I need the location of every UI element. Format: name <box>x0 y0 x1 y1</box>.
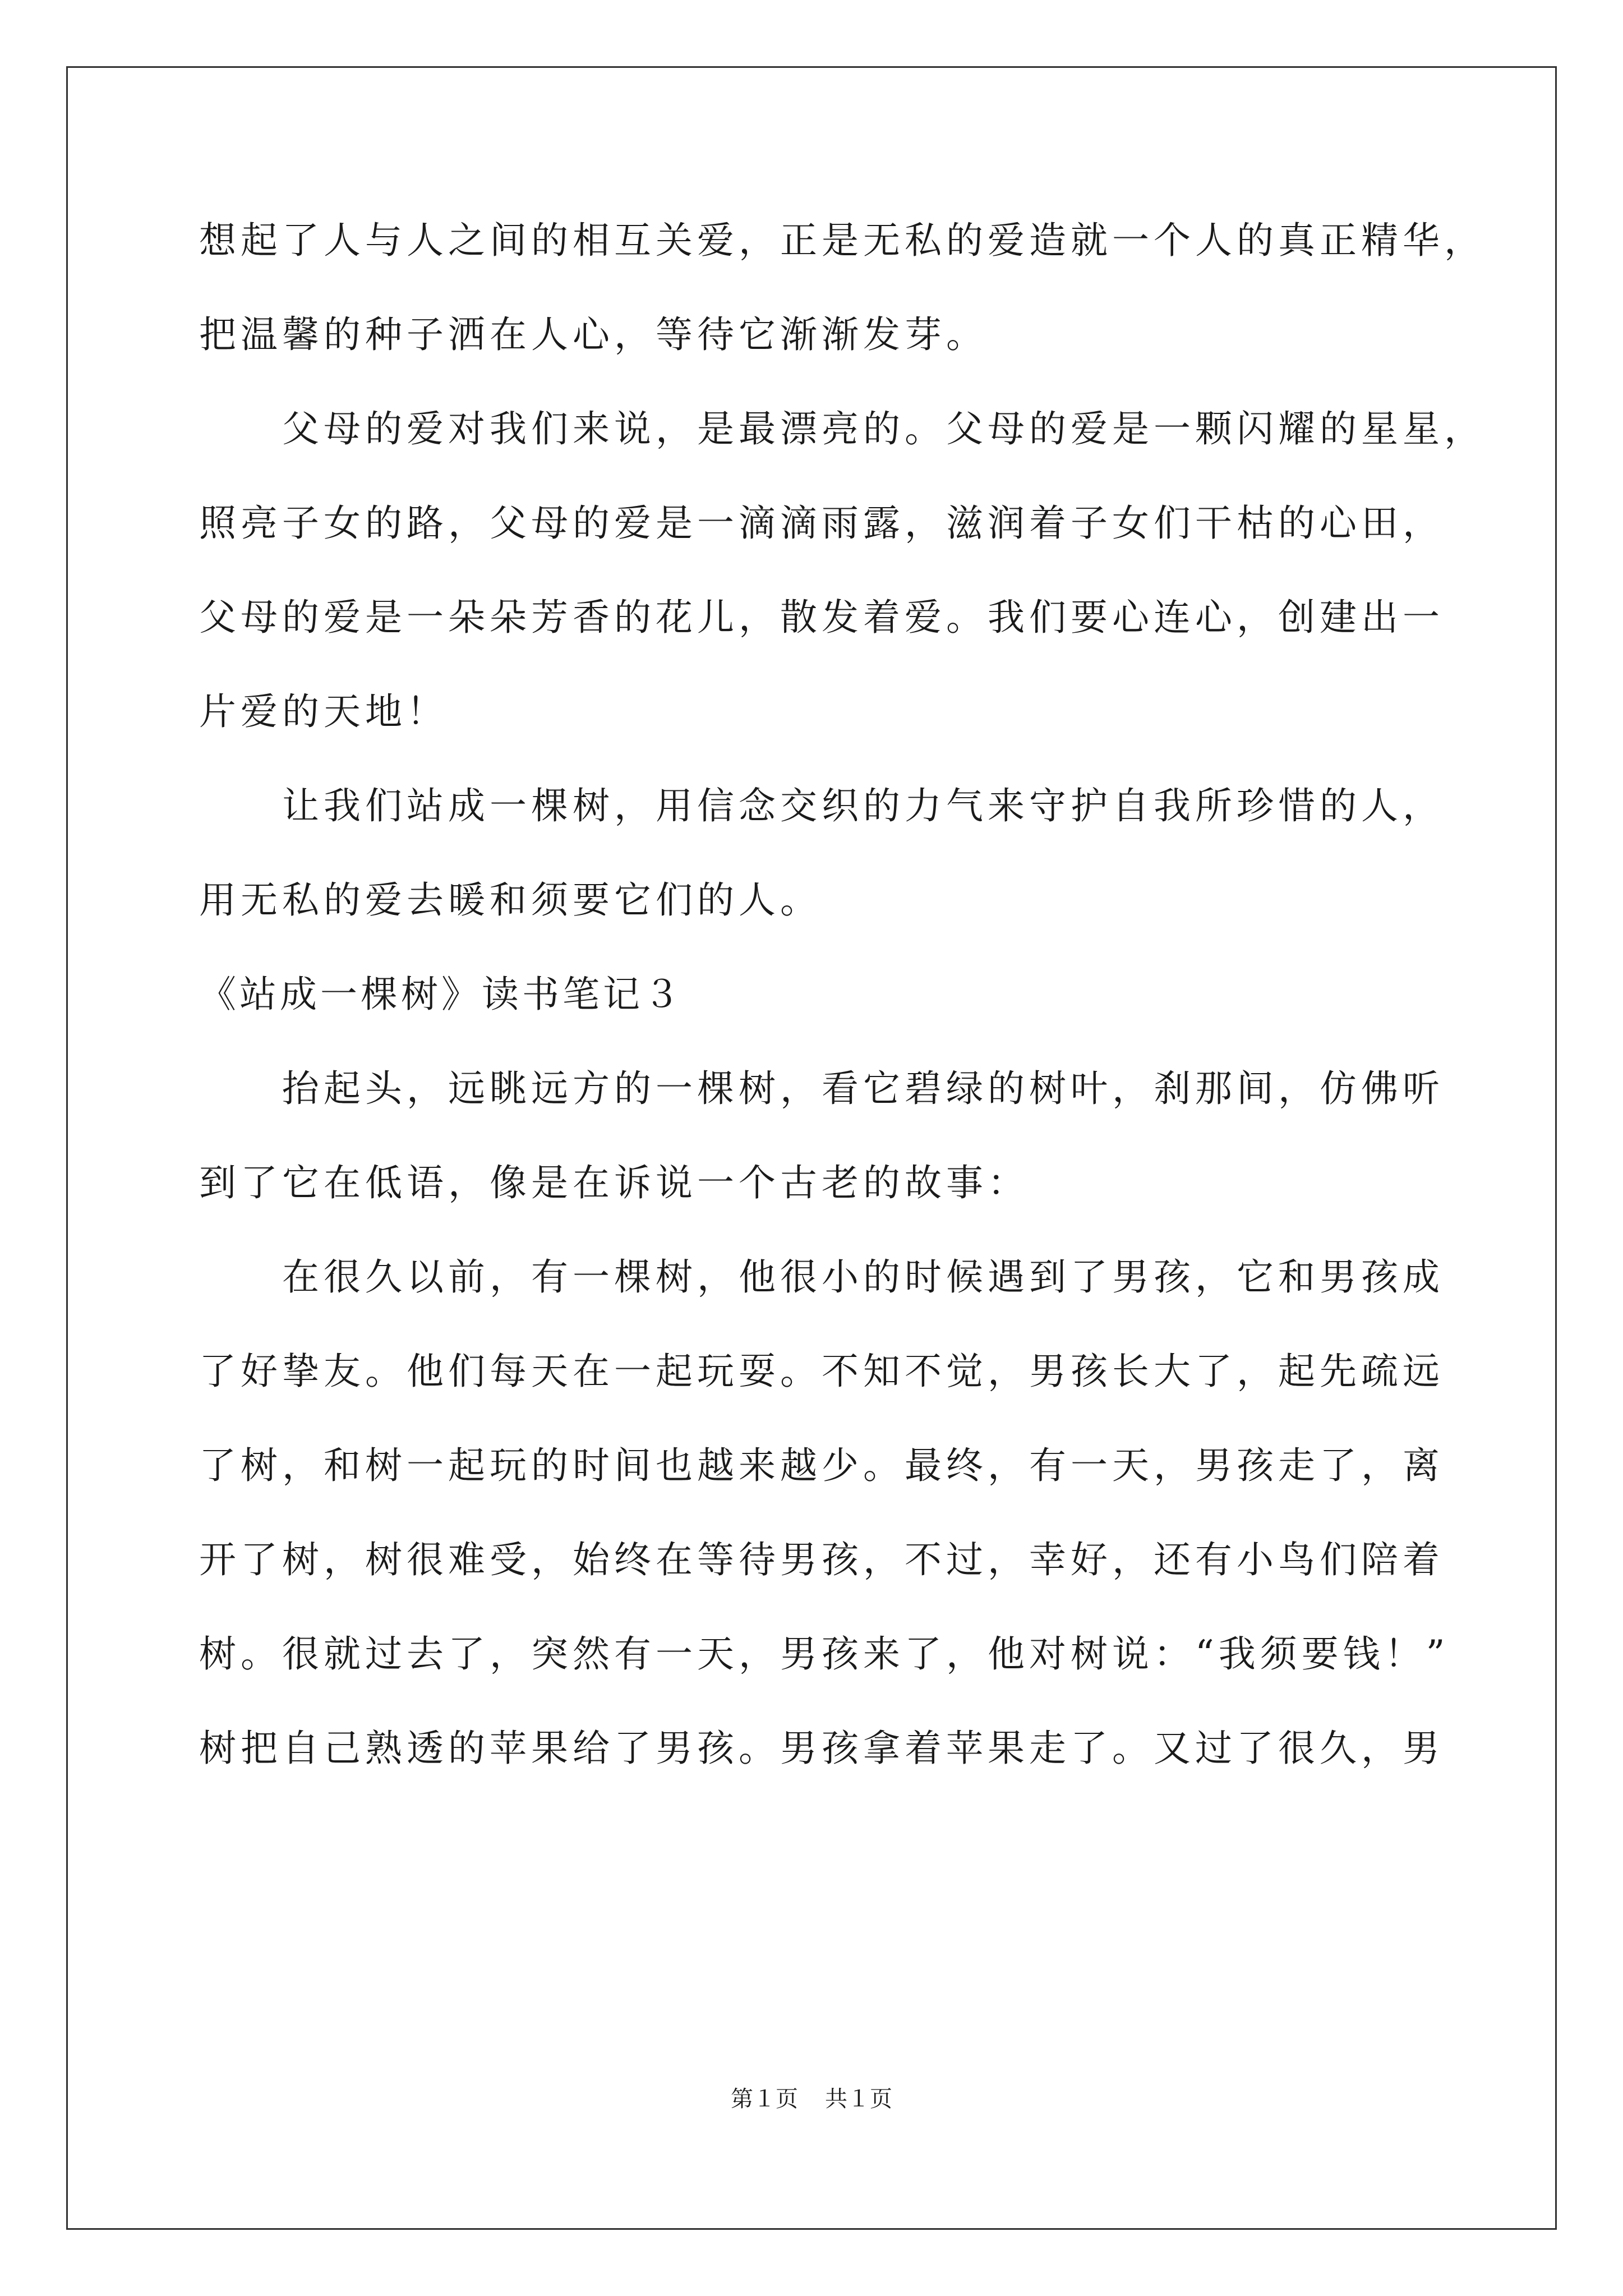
total-pages: 共１页 <box>825 2086 892 2112</box>
text-line: 把温馨的种子洒在人心，等待它渐渐发芽。 <box>199 313 988 356</box>
paragraph-start-line: 在很久以前，有一棵树，他很小的时候遇到了男孩，它和男孩成 <box>282 1255 1444 1299</box>
text-line: 父母的爱是一朵朵芳香的花儿，散发着爱。我们要心连心，创建出一 <box>199 596 1444 639</box>
text-line: 开了树，树很难受，始终在等待男孩，不过，幸好，还有小鸟们陪着 <box>199 1538 1444 1581</box>
paragraph-start-line: 让我们站成一棵树，用信念交织的力气来守护自我所珍惜的人， <box>282 784 1444 827</box>
paragraph-start-line: 抬起头，远眺远方的一棵树，看它碧绿的树叶，刹那间，仿佛听 <box>282 1067 1444 1110</box>
text-line: 片爱的天地！ <box>199 690 448 733</box>
text-line: 了树，和树一起玩的时间也越来越少。最终，有一天，男孩走了，离 <box>199 1444 1444 1487</box>
paragraph-start-line: 父母的爱对我们来说，是最漂亮的。父母的爱是一颗闪耀的星星， <box>282 407 1486 450</box>
text-line: 照亮子女的路，父母的爱是一滴滴雨露，滋润着子女们干枯的心田， <box>199 501 1444 545</box>
text-line: 树。很就过去了，突然有一天，男孩来了，他对树说：“我须要钱！” <box>199 1632 1450 1676</box>
document-body <box>199 194 1486 1796</box>
text-line: 想起了人与人之间的相互关爱，正是无私的爱造就一个人的真正精华， <box>199 219 1486 262</box>
section-heading: 《站成一棵树》读书笔记３ <box>199 973 684 1016</box>
text-line: 到了它在低语，像是在诉说一个古老的故事： <box>199 1161 1029 1204</box>
page-number: 第１页 <box>731 2086 798 2112</box>
page-footer <box>0 2081 1623 2113</box>
text-line: 用无私的爱去暖和须要它们的人。 <box>199 878 822 922</box>
text-line: 了好挚友。他们每天在一起玩耍。不知不觉，男孩长大了，起先疏远 <box>199 1350 1444 1393</box>
text-line: 树把自己熟透的苹果给了男孩。男孩拿着苹果走了。又过了很久，男 <box>199 1727 1444 1770</box>
